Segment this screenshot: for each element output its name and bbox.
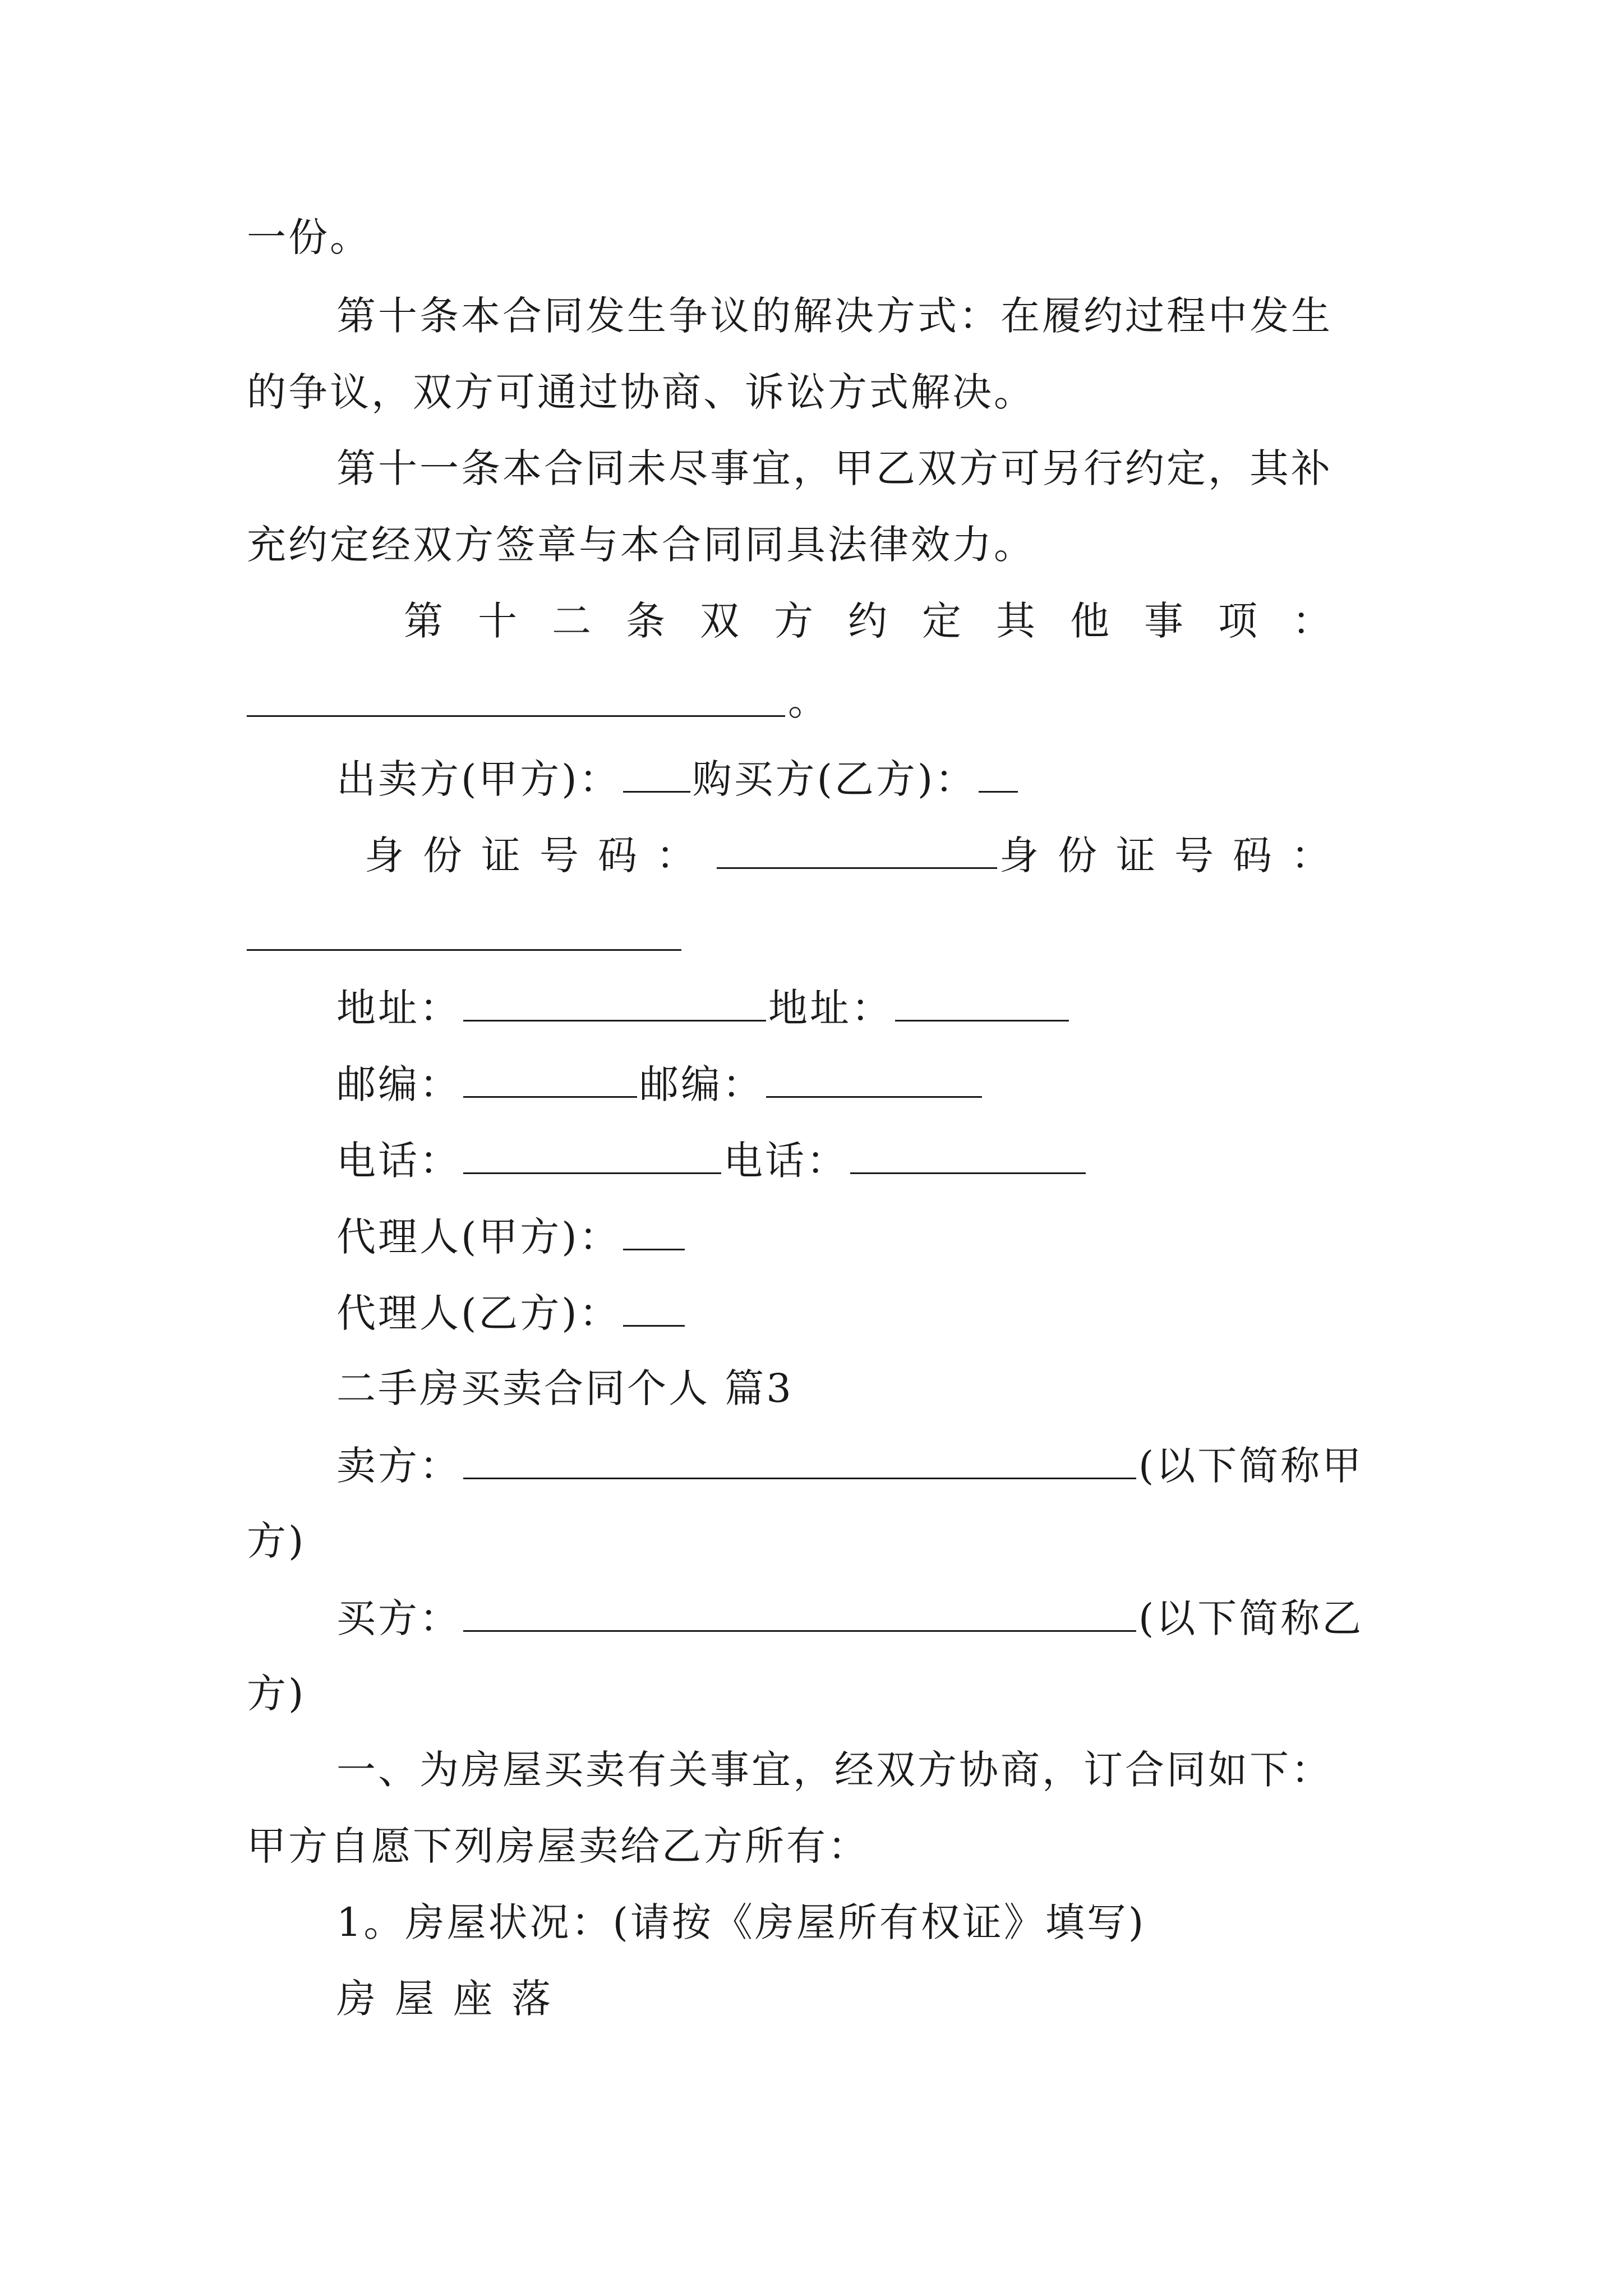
buyer-address-blank[interactable] bbox=[895, 987, 1069, 1022]
agent-b-label: 代理人(乙方)： bbox=[336, 1290, 621, 1336]
seller-party-suffix: (以下简称甲 bbox=[1138, 1443, 1364, 1489]
address-line bbox=[336, 985, 1071, 1031]
clause-12-end: 。 bbox=[788, 678, 829, 724]
seller-phone-label: 电话： bbox=[336, 1138, 461, 1184]
buyer-phone-label: 电话： bbox=[723, 1138, 848, 1184]
seller-line-wrap: 方) bbox=[247, 1518, 306, 1564]
buyer-postcode-blank[interactable] bbox=[766, 1064, 982, 1098]
section-heading: 二手房买卖合同个人 篇3 bbox=[336, 1365, 794, 1411]
agent-a-blank[interactable] bbox=[623, 1216, 685, 1250]
house-location-line: 房屋座落 bbox=[336, 1976, 570, 2022]
party-names-line bbox=[336, 756, 1020, 802]
buyer-phone-blank[interactable] bbox=[850, 1140, 1086, 1174]
phone-line bbox=[336, 1138, 1088, 1184]
agent-b-line bbox=[336, 1290, 687, 1336]
seller-address-blank[interactable] bbox=[463, 987, 766, 1022]
agent-b-blank[interactable] bbox=[623, 1292, 685, 1327]
id-number-line bbox=[365, 832, 1349, 878]
buyer-label: 购买方(乙方)： bbox=[692, 756, 977, 802]
buyer-line-wrap: 方) bbox=[247, 1671, 306, 1717]
seller-address-label: 地址： bbox=[336, 985, 461, 1031]
seller-id-label: 身份证号码： bbox=[365, 832, 714, 878]
clause-10-line-2: 的争议，双方可通过协商、诉讼方式解决。 bbox=[247, 369, 1035, 415]
text-line: 一份。 bbox=[247, 214, 371, 260]
clause-11-line-1: 第十一条本合同未尽事宜，甲乙双方可另行约定，其补 bbox=[336, 445, 1332, 491]
house-status-line: 1。房屋状况：(请按《房屋所有权证》填写) bbox=[336, 1899, 1146, 1945]
seller-id-blank[interactable] bbox=[717, 835, 997, 869]
buyer-id-blank[interactable] bbox=[247, 949, 681, 951]
article-1-line-2: 甲方自愿下列房屋卖给乙方所有： bbox=[247, 1823, 869, 1869]
buyer-line bbox=[336, 1595, 1364, 1641]
clause-10-line-1: 第十条本合同发生争议的解决方式：在履约过程中发生 bbox=[336, 293, 1332, 339]
seller-phone-blank[interactable] bbox=[463, 1140, 721, 1174]
agent-a-label: 代理人(甲方)： bbox=[336, 1214, 621, 1260]
buyer-postcode-label: 邮编： bbox=[639, 1061, 764, 1107]
buyer-party-suffix: (以下简称乙 bbox=[1138, 1595, 1364, 1641]
seller-party-blank[interactable] bbox=[463, 1445, 1136, 1479]
seller-line bbox=[336, 1443, 1364, 1489]
clause-12-blank[interactable] bbox=[247, 715, 785, 717]
buyer-blank[interactable] bbox=[979, 758, 1018, 793]
clause-12-line: 第十二条双方约定其他事项： bbox=[404, 598, 1366, 644]
seller-postcode-blank[interactable] bbox=[463, 1064, 637, 1098]
seller-blank[interactable] bbox=[623, 758, 690, 793]
buyer-party-label: 买方： bbox=[336, 1595, 461, 1641]
seller-postcode-label: 邮编： bbox=[336, 1061, 461, 1107]
agent-a-line bbox=[336, 1214, 687, 1260]
buyer-address-label: 地址： bbox=[768, 985, 893, 1031]
postcode-line bbox=[336, 1061, 984, 1107]
buyer-id-label: 身份证号码： bbox=[999, 832, 1349, 878]
buyer-party-blank[interactable] bbox=[463, 1598, 1136, 1632]
seller-label: 出卖方(甲方)： bbox=[336, 756, 621, 802]
article-1-line-1: 一、为房屋买卖有关事宜，经双方协商，订合同如下： bbox=[336, 1747, 1332, 1793]
clause-11-line-2: 充约定经双方签章与本合同同具法律效力。 bbox=[247, 522, 1035, 568]
seller-party-label: 卖方： bbox=[336, 1443, 461, 1489]
